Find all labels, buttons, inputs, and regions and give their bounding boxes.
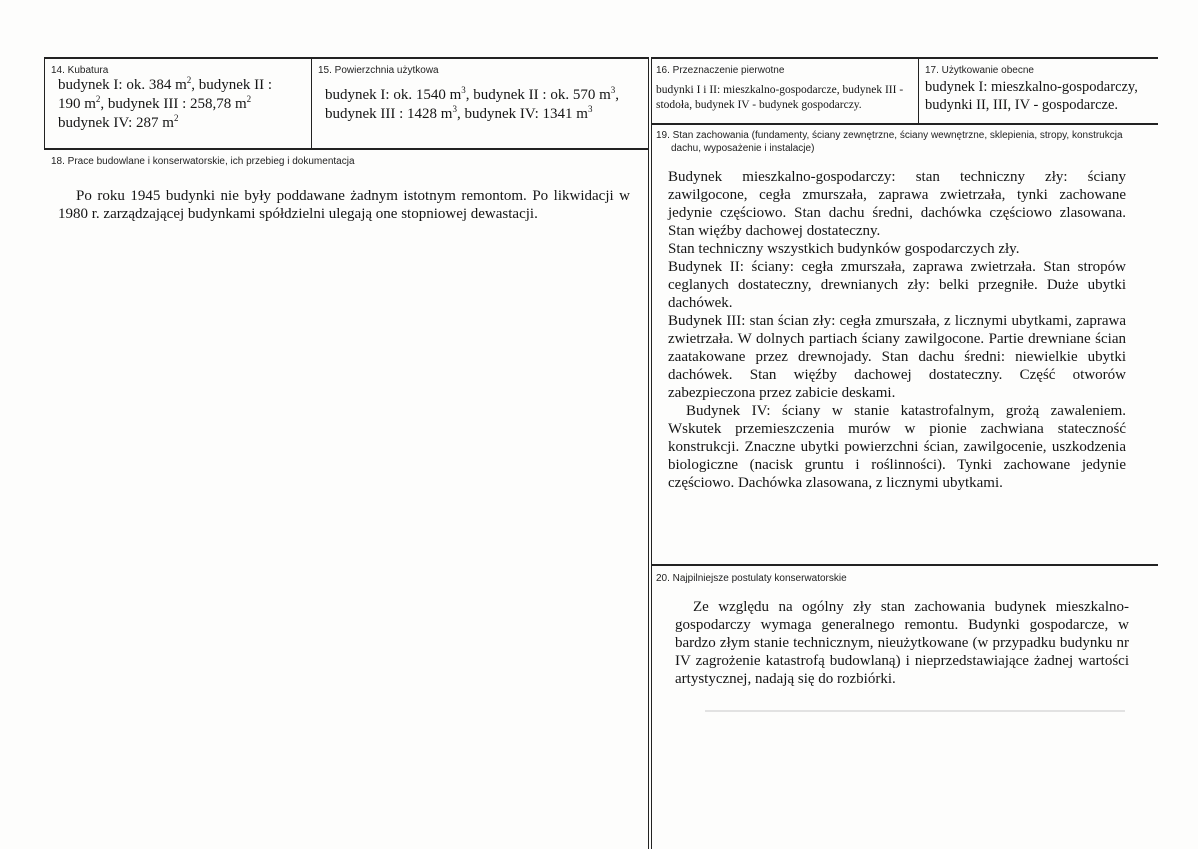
kubatura-line-2: 190 $m^2$, budynek III : 258,78 $m^2$: [58, 94, 252, 112]
postulaty-text: [675, 598, 1129, 688]
left-border: [44, 57, 45, 150]
powierzchnia-line-1: budynek I: ok. 1540 $m^3$, budynek II : ok. 570 $m^3$,: [325, 85, 619, 103]
column-divider-16-17: [918, 57, 919, 125]
center-divider-a: [648, 57, 649, 849]
stan-paragraph-4: Budynek III: stan ścian zły: cegła zmurszała, z licznymi ubytkami, zaprawa zwietrzała. W dolnych partiach ściany zawilgocone. Partie drewniane ścian zaatakowane przez drewnojady. Stan dachu średni: niewielkie ubytki dachówek. Stan więźby dachowej dostateczny. Część otworów zabezpieczona przez zabicie deskami.: [668, 313, 1126, 401]
powierzchnia-label: 15. Powierzchnia użytkowa: [318, 65, 439, 76]
stan-label-line-2: dachu, wyposażenie i instalacje): [671, 143, 815, 154]
stan-label-line-1: 19. Stan zachowania (fundamenty, ściany zewnętrzne, ściany wewnętrzne, sklepienia, stropy, konstrukcja: [656, 130, 1123, 141]
postulaty-paragraph: Ze względu na ogólny zły stan zachowania budynek mieszkalno-gospodarczy wymaga generalnego remontu. Budynki gospodarcze, w bardzo złym stanie technicznym, nieużytkowane (w przypadku budynku nr IV zagrożenie katastrofą budowlaną) i nieprzedstawiające żadnej wartości artystycznej, nadają się do rozbiórki.: [675, 599, 1129, 687]
przeznaczenie-label: 16. Przeznaczenie pierwotne: [656, 65, 785, 76]
kubatura-line-3: budynek IV: 287 $m^2$: [58, 113, 179, 131]
top-border-right: [651, 57, 1158, 59]
prace-text: [58, 187, 630, 223]
row-divider-right: [651, 123, 1158, 125]
stan-text: [668, 168, 1126, 492]
kubatura-line-1: budynek I: ok. 384 $m^2$, budynek II :: [58, 75, 273, 93]
uzytkowanie-value: budynek I: mieszkalno-gospodarczy, budynki II, III, IV - gospodarcze.: [925, 79, 1138, 113]
powierzchnia-value: [325, 86, 645, 124]
prace-paragraph: Po roku 1945 budynki nie były poddawane żadnym istotnym remontom. Po likwidacji w 1980 r. zarządzającej budynkami spółdzielni ulegają one stopniowej dewastacji.: [58, 188, 630, 222]
scan-smudge: [705, 710, 1125, 712]
kubatura-value: [58, 76, 308, 133]
center-divider-b: [651, 57, 652, 849]
powierzchnia-line-2: budynek III : 1428 $m^3$, budynek IV: 1341 $m^3$: [325, 104, 593, 122]
postulaty-label: 20. Najpilniejsze postulaty konserwatorskie: [656, 573, 847, 584]
kubatura-label: 14. Kubatura: [51, 65, 109, 76]
top-border-left: [44, 57, 648, 59]
row-divider-left: [44, 148, 648, 150]
prace-label: 18. Prace budowlane i konserwatorskie, ich przebieg i dokumentacja: [51, 156, 355, 167]
column-divider-14-15: [311, 57, 312, 150]
przeznaczenie-value: budynki I i II: mieszkalno-gospodarcze, budynek III - stodoła, budynek IV - budynek gospodarczy.: [656, 84, 904, 111]
stan-paragraph-2: Stan techniczny wszystkich budynków gospodarczych zły.: [668, 241, 1020, 257]
stan-paragraph-3: Budynek II: ściany: cegła zmurszała, zaprawa zwietrzała. Stan stropów ceglanych dostateczny, drewnianych zły: belki przegniłe. Duże ubytki dachówek.: [668, 259, 1126, 311]
section-divider-right: [651, 564, 1158, 566]
stan-paragraph-5: Budynek IV: ściany w stanie katastrofalnym, grożą zawaleniem. Wskutek przemieszczenia murów w pionie zachwiana stateczność konstrukcji. Znaczne ubytki powierzchni ścian, zawilgocenie, uszkodzenia biologiczne (nacisk gruntu i roślinności). Tynki zachowane jedynie częściowo. Dachówka zlasowana, z licznymi ubytkami.: [668, 403, 1126, 491]
stan-paragraph-1: Budynek mieszkalno-gospodarczy: stan techniczny zły: ściany zawilgocone, cegła zmurszała, zaprawa zwietrzała, tynki zachowane jedynie częściowo. Stan dachu średni, dachówka częściowo zlasowana. Stan więźby dachowej dostateczny.: [668, 169, 1126, 239]
uzytkowanie-label: 17. Użytkowanie obecne: [925, 65, 1034, 76]
